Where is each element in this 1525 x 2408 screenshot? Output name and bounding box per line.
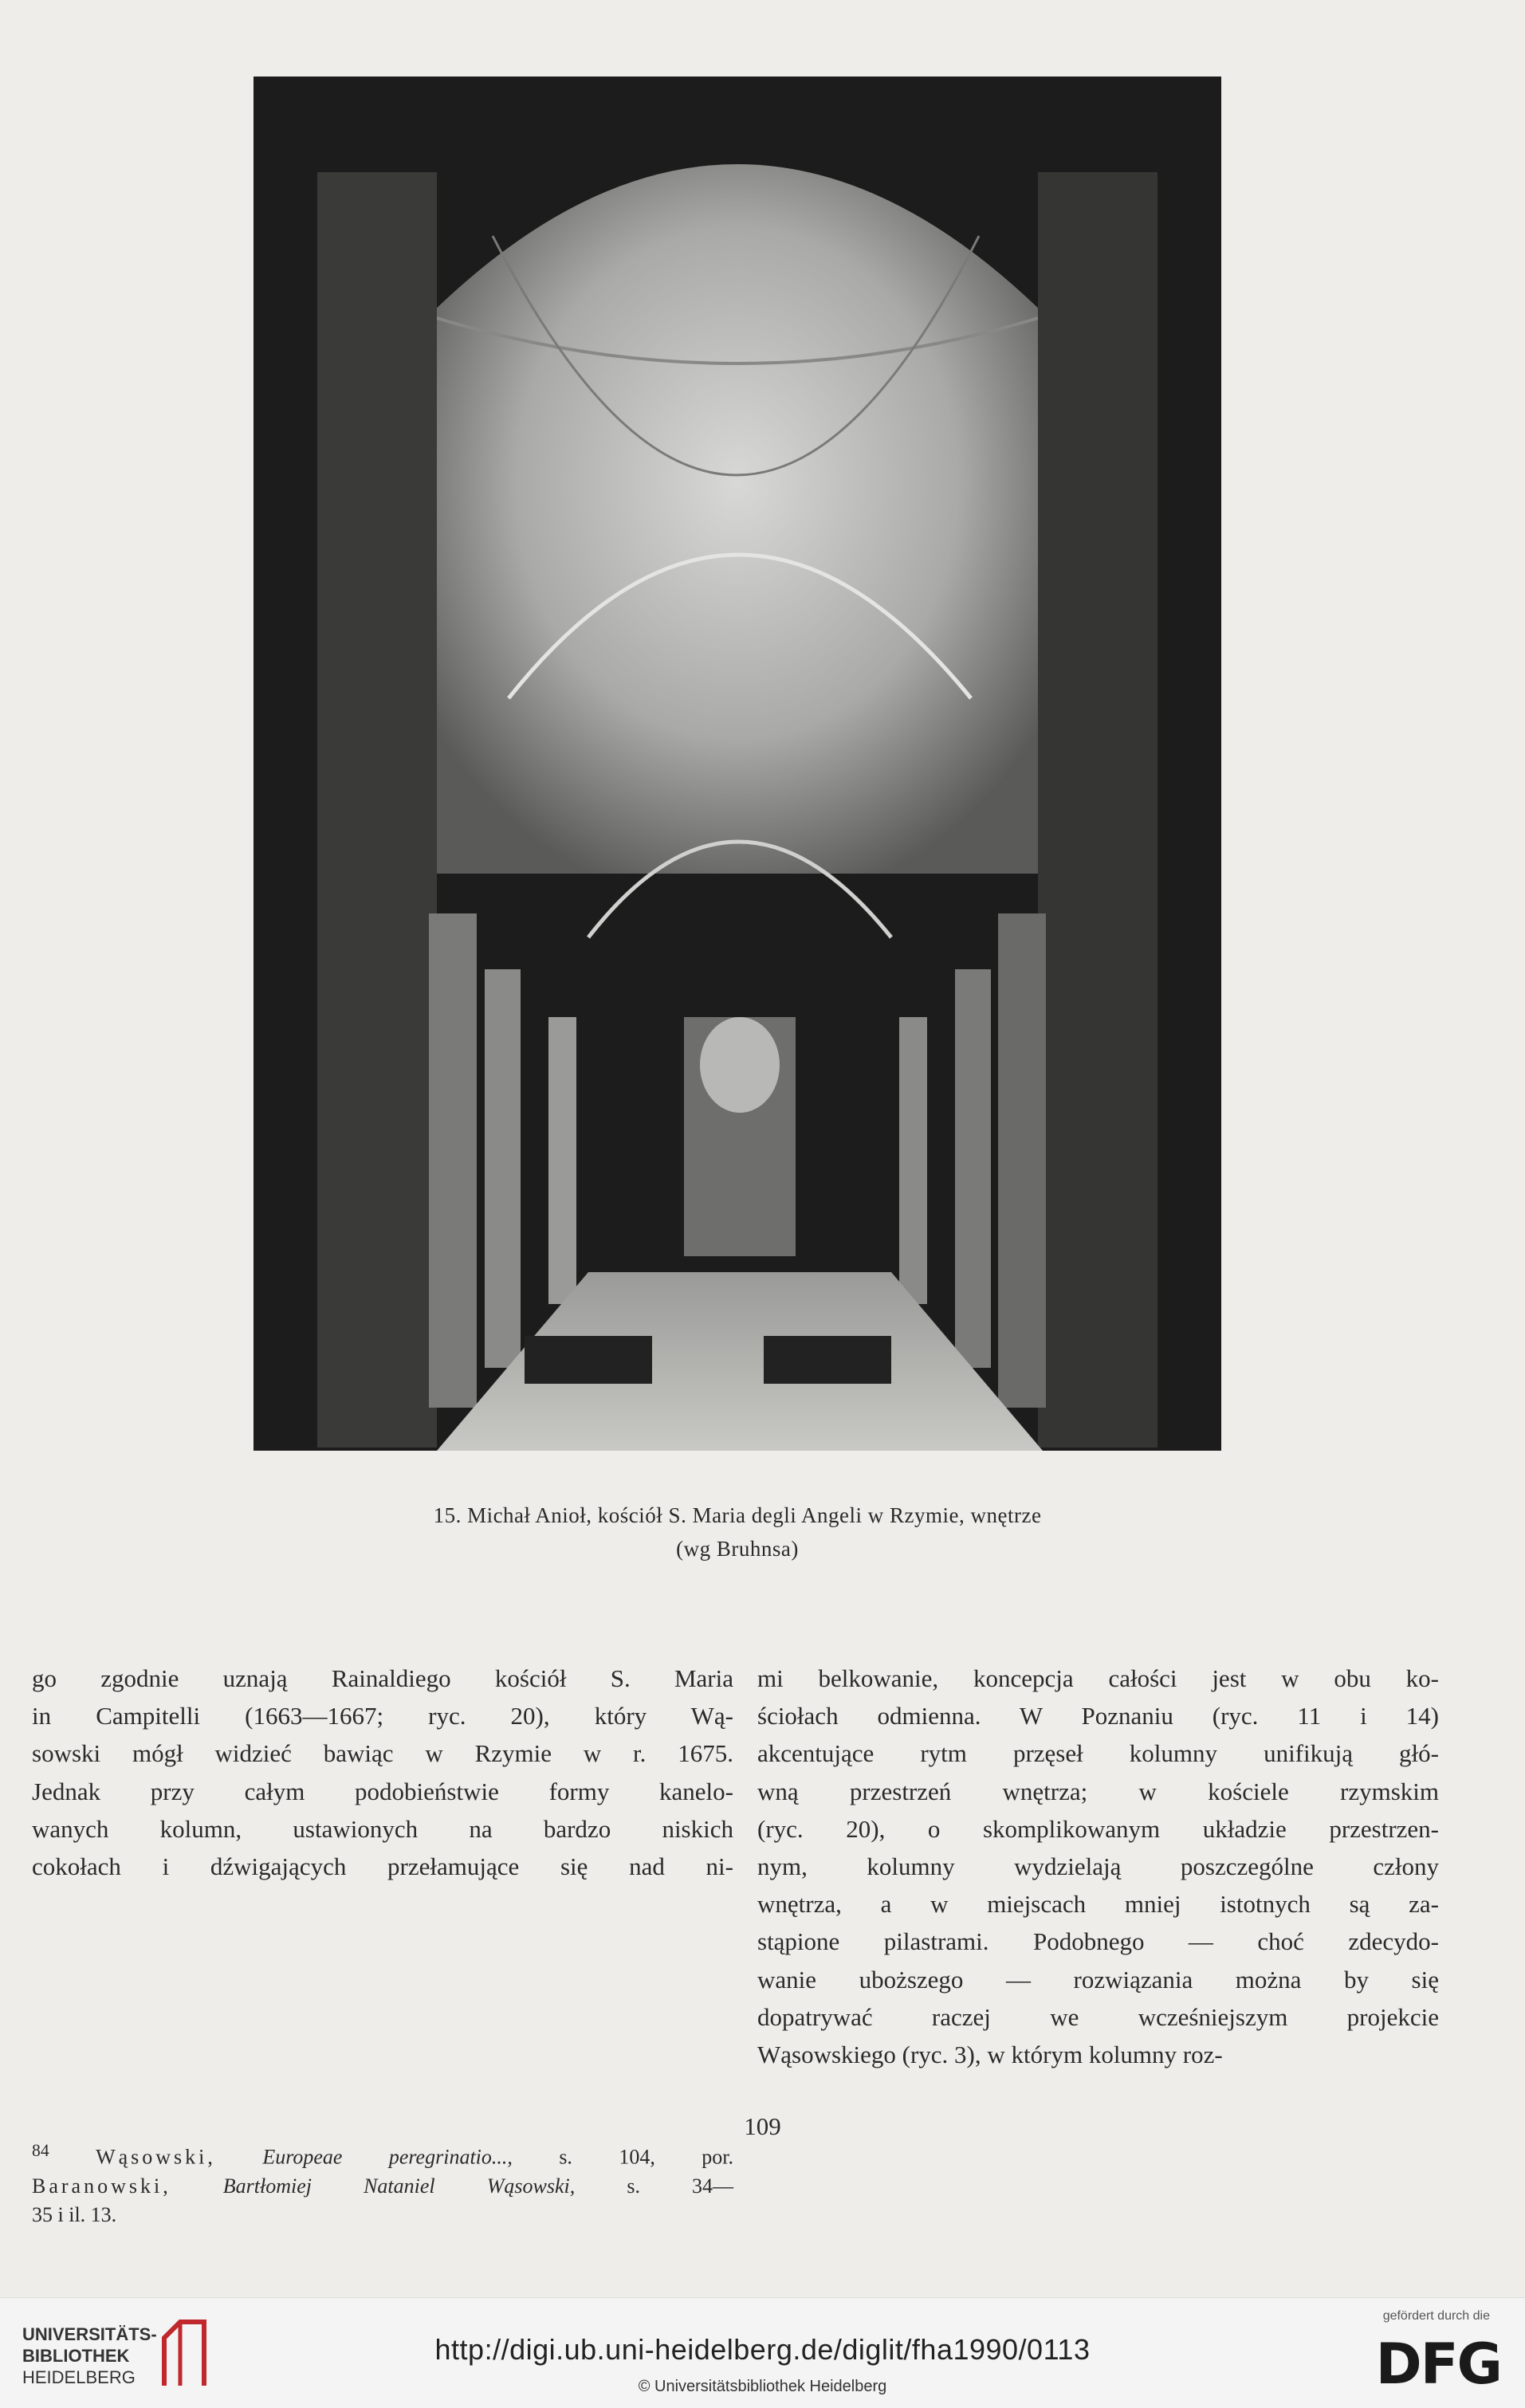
footnote-ref: s. 34— bbox=[627, 2174, 734, 2198]
footnote-title: Bartłomiej Nataniel Wąsowski, bbox=[222, 2174, 576, 2198]
text-line: wanych kolumn, ustawionych na bardzo niskich bbox=[32, 1814, 733, 1843]
text-line: wnętrza, a w miejscach mniej istotnych są za- bbox=[757, 1890, 1439, 1919]
text-line: cokołach i dźwigających przełamujące się nad ni- bbox=[32, 1852, 733, 1881]
footnote-line-3: 35 i il. 13. bbox=[32, 2202, 117, 2226]
text-line: mi belkowanie, koncepcja całości jest w obu ko- bbox=[757, 1664, 1439, 1692]
caption-line-1: 15. Michał Anioł, kościół S. Maria degli Angeli w Rzymie, wnętrze bbox=[433, 1503, 1042, 1527]
footnote-author: Baranowski, bbox=[32, 2174, 171, 2198]
church-interior-photo bbox=[254, 77, 1221, 1451]
footnote-ref: s. 104, por. bbox=[559, 2145, 733, 2169]
text-line: dopatrywać raczej we wcześniejszym projekcie bbox=[757, 2002, 1439, 2031]
text-line: Wąsowskiego (ryc. 3), w którym kolumny roz- bbox=[757, 2041, 1223, 2069]
library-line: BIBLIOTHEK bbox=[22, 2346, 130, 2366]
right-text-column bbox=[757, 1660, 1439, 2073]
text-line: wną przestrzeń wnętrza; w kościele rzymskim bbox=[757, 1777, 1439, 1805]
text-line: in Campitelli (1663—1667; ryc. 20), który Wą- bbox=[32, 1702, 733, 1730]
footnote-number: 84 bbox=[32, 2141, 49, 2160]
text-line: nym, kolumny wydzielają poszczególne człony bbox=[757, 1852, 1439, 1881]
footnote-line-2 bbox=[32, 2172, 733, 2201]
text-line: (ryc. 20), o skomplikowanym układzie przestrzen- bbox=[757, 1814, 1439, 1843]
page-url-link[interactable]: http://digi.ub.uni-heidelberg.de/diglit/fha1990/0113 bbox=[434, 2333, 1091, 2366]
photo-illustration bbox=[254, 77, 1221, 1451]
footnote-title: Europeae peregrinatio..., bbox=[262, 2145, 513, 2169]
caption-line-2: (wg Bruhnsa) bbox=[676, 1537, 799, 1561]
figure-caption bbox=[254, 1499, 1221, 1565]
text-line: akcentujące rytm przęseł kolumny unifikują głó- bbox=[757, 1739, 1439, 1768]
footer-bar bbox=[0, 2297, 1525, 2408]
library-line: UNIVERSITÄTS- bbox=[22, 2324, 157, 2344]
text-line: go zgodnie uznają Rainaldiego kościół S. Maria bbox=[32, 1664, 733, 1692]
footnote bbox=[32, 2136, 733, 2229]
dfg-logo: DFG bbox=[1375, 2331, 1501, 2397]
text-line: wanie uboższego — rozwiązania można by się bbox=[757, 1965, 1439, 1994]
text-line: stąpione pilastrami. Podobnego — choć zdecydo- bbox=[757, 1927, 1439, 1956]
copyright-text: © Universitätsbibliothek Heidelberg bbox=[638, 2378, 887, 2395]
text-line: ściołach odmienna. W Poznaniu (ryc. 11 i 14) bbox=[757, 1702, 1439, 1730]
footnote-author: Wąsowski, bbox=[96, 2145, 216, 2169]
footnote-line-1 bbox=[32, 2136, 733, 2172]
funding-note: gefördert durch die bbox=[1382, 2309, 1490, 2323]
page-number: 109 bbox=[744, 2112, 781, 2140]
text-line: Jednak przy całym podobieństwie formy kanelo- bbox=[32, 1777, 733, 1805]
left-text-column bbox=[32, 1660, 733, 1885]
text-line: sowski mógł widzieć bawiąc w Rzymie w r. 1675. bbox=[32, 1739, 733, 1768]
library-line: HEIDELBERG bbox=[22, 2367, 136, 2387]
